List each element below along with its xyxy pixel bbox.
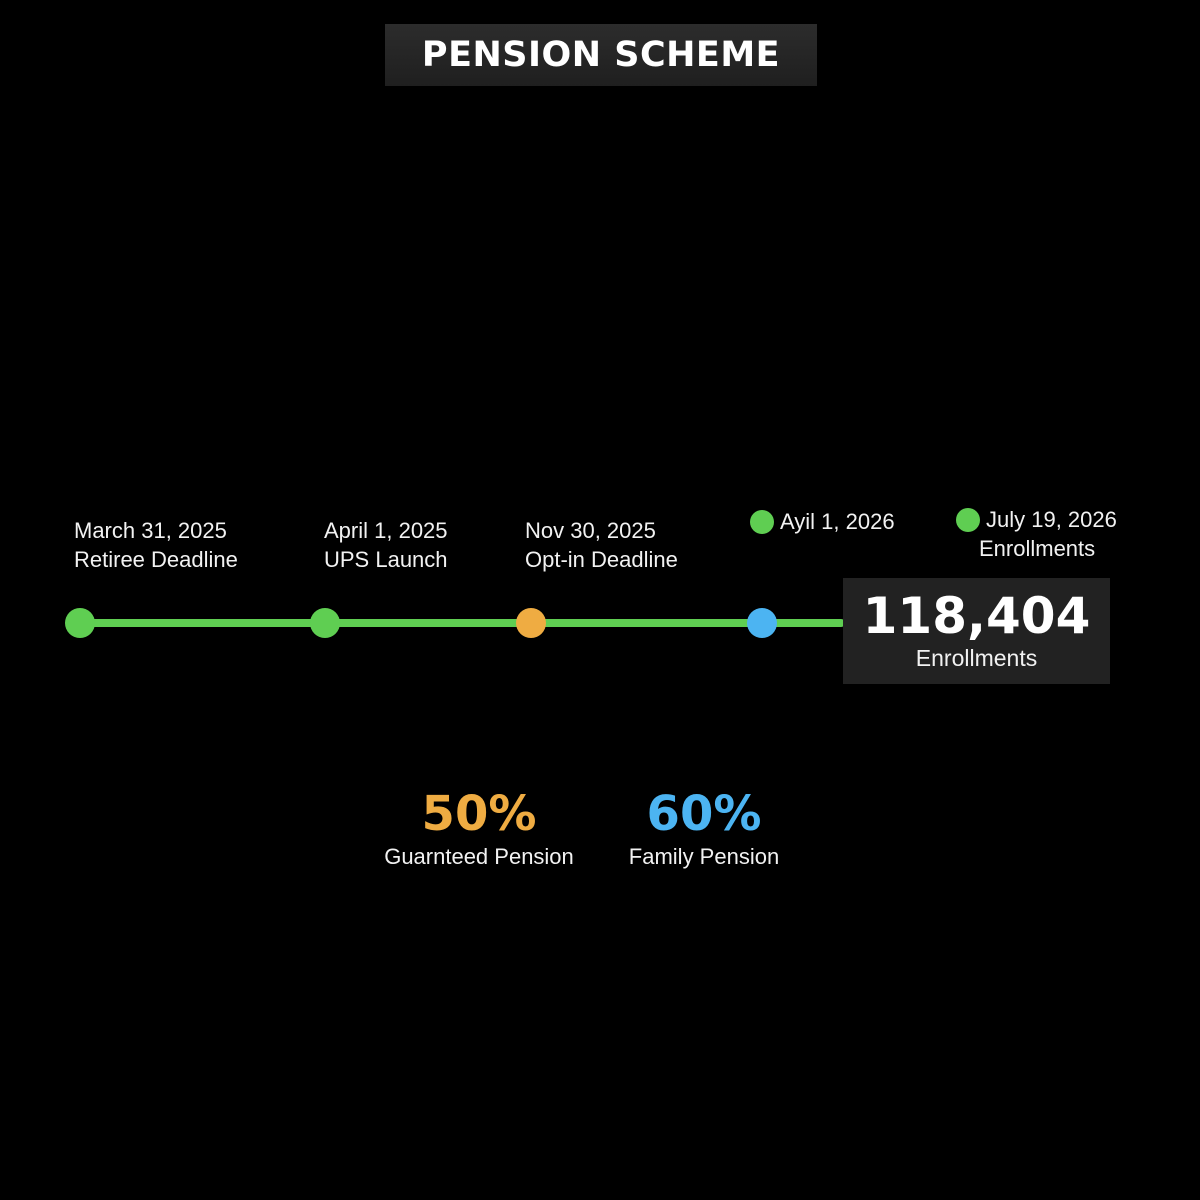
- event-label-ayil-2026: [750, 507, 895, 536]
- enrollments-label: Enrollments: [915, 645, 1038, 671]
- event-date: March 31, 2025: [74, 518, 227, 543]
- event-title-enrollments: Enrollments: [979, 536, 1096, 561]
- event-label-july-2026: [956, 505, 1117, 534]
- event-date: Ayil 1, 2026: [780, 509, 895, 534]
- event-label-opt-in-deadline: [525, 516, 678, 574]
- stat-guaranteed-pension: [379, 786, 579, 872]
- event-date: April 1, 2025: [324, 518, 448, 543]
- event-title: Retiree Deadline: [74, 547, 238, 572]
- timeline-dot-ayil-2026: [747, 608, 777, 638]
- timeline-dot-ups-launch: [310, 608, 340, 638]
- enrollments-panel: [843, 578, 1110, 684]
- stat-value: 50%: [421, 786, 537, 842]
- event-date: July 19, 2026: [986, 507, 1117, 532]
- event-label-retiree-deadline: [74, 516, 238, 574]
- stat-family-pension: [604, 786, 804, 872]
- event-label-ups-launch: [324, 516, 448, 574]
- timeline-dot-opt-in-deadline: [516, 608, 546, 638]
- marker-dot: [956, 508, 980, 532]
- event-date: Nov 30, 2025: [525, 518, 656, 543]
- stat-value: 60%: [646, 786, 762, 842]
- event-title: Opt-in Deadline: [525, 547, 678, 572]
- stat-label: Family Pension: [628, 844, 780, 869]
- enrollments-count: 118,404: [862, 587, 1091, 645]
- timeline-line: [80, 619, 845, 627]
- marker-dot: [750, 510, 774, 534]
- event-title: UPS Launch: [324, 547, 448, 572]
- page-title: PENSION SCHEME: [421, 35, 781, 75]
- timeline-dot-retiree-deadline: [65, 608, 95, 638]
- title-banner: [385, 24, 817, 86]
- stat-label: Guarnteed Pension: [384, 844, 574, 869]
